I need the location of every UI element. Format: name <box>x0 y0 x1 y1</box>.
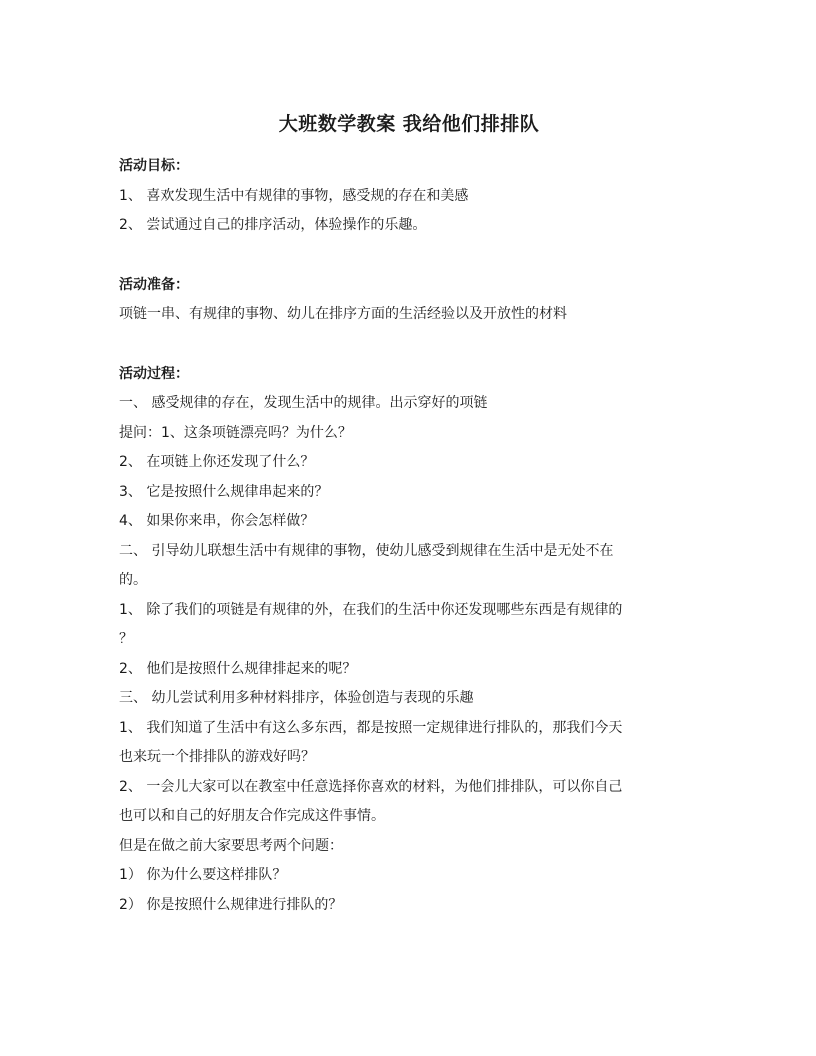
process-line: 1） 你为什么要这样排队？ <box>119 867 287 883</box>
process-line: 3、 它是按照什么规律串起来的？ <box>119 483 329 500</box>
process-section <box>119 360 699 921</box>
section-spacer <box>119 241 699 271</box>
process-line: 2） 你是按照什么规律进行排队的？ <box>119 896 343 913</box>
process-line: 提问：1、这条项链漂亮吗？为什么？ <box>119 424 352 441</box>
process-line: 2、 一会儿大家可以在教室中任意选择你喜欢的材料，为他们排排队，可以你自己 <box>119 778 623 795</box>
process-line: 三、 幼儿尝试利用多种材料排序，体验创造与表现的乐趣 <box>119 690 474 706</box>
goal-item: 1、 喜欢发现生活中有规律的事物，感受规的存在和美感 <box>119 187 469 204</box>
process-line: 也可以和自己的好朋友合作完成这件事情。 <box>119 808 385 824</box>
process-line: 二、 引导幼儿联想生活中有规律的事物，使幼儿感受到规律在生活中是无处不在 <box>119 542 614 559</box>
process-line: 也来玩一个排排队的游戏好吗？ <box>119 749 315 765</box>
process-line: 2、 在项链上你还发现了什么？ <box>119 454 315 470</box>
process-line: 4、 如果你来串，你会怎样做？ <box>119 513 315 529</box>
process-line: 1、 除了我们的项链是有规律的外，在我们的生活中你还发现哪些东西是有规律的 <box>119 601 623 618</box>
goals-section <box>119 152 699 241</box>
process-line: 1、 我们知道了生活中有这么多东西，都是按照一定规律进行排队的，那我们今天 <box>119 719 623 736</box>
document-page <box>119 110 699 920</box>
prep-text: 项链一串、有规律的事物、幼儿在排序方面的生活经验以及开放性的材料 <box>119 306 567 322</box>
goals-heading: 活动目标： <box>119 158 189 174</box>
prep-heading: 活动准备： <box>119 276 189 293</box>
process-heading: 活动过程： <box>119 365 189 382</box>
process-line: 一、 感受规律的存在，发现生活中的规律。出示穿好的项链 <box>119 395 488 411</box>
process-line: 但是在做之前大家要思考两个问题： <box>119 837 343 854</box>
process-line: 的。 <box>119 572 147 588</box>
document-title: 大班数学教案 我给他们排排队 <box>278 113 540 135</box>
section-spacer <box>119 330 699 360</box>
process-line: ？ <box>119 631 133 647</box>
process-line: 2、 他们是按照什么规律排起来的呢？ <box>119 660 357 677</box>
prep-section <box>119 271 699 330</box>
goal-item: 2、 尝试通过自己的排序活动，体验操作的乐趣。 <box>119 217 427 233</box>
